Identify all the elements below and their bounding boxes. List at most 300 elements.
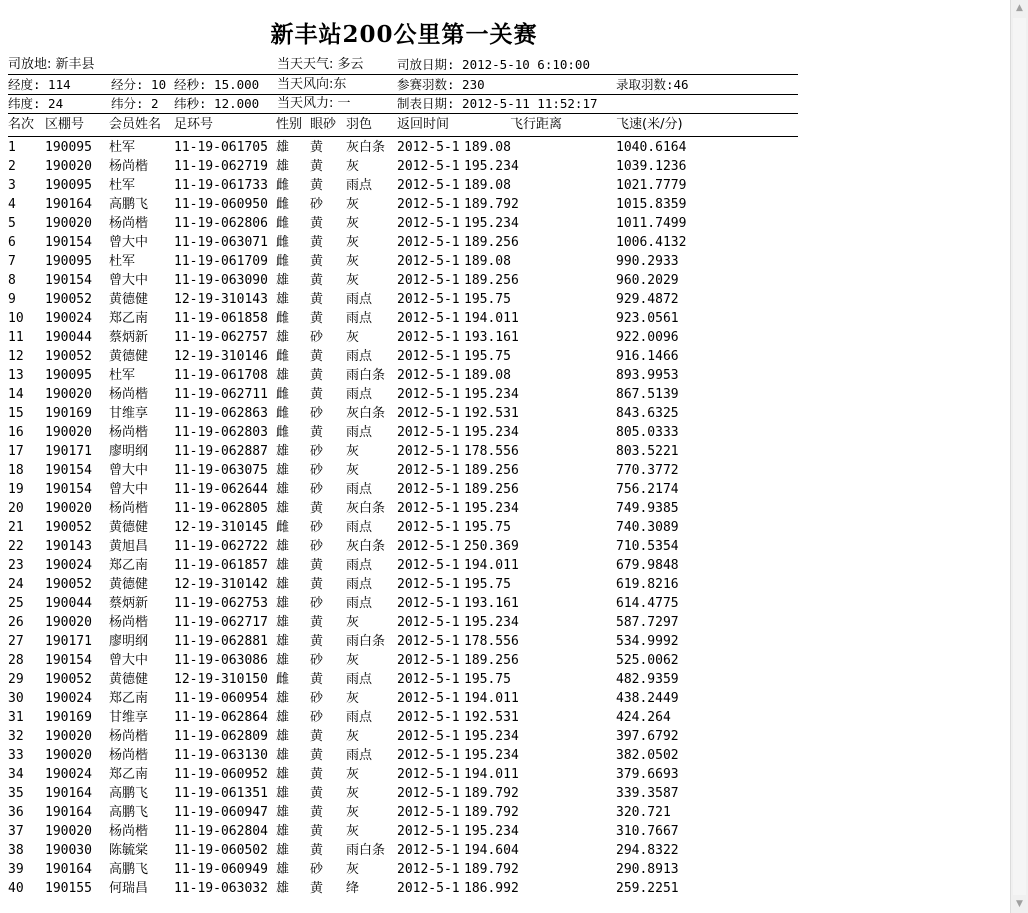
cell-speed: 424.264 [616, 710, 671, 725]
cell-eye: 黄 [310, 634, 324, 649]
cell-shed: 190044 [45, 596, 92, 611]
cell-eye: 黄 [310, 748, 324, 763]
longitude: 经度: 114 [8, 77, 71, 92]
cell-rank: 32 [8, 729, 24, 744]
cell-eye: 黄 [310, 273, 324, 288]
cell-distance: 194.011 [464, 558, 519, 573]
cell-rank: 3 [8, 178, 16, 193]
table-row [0, 271, 808, 290]
table-row [0, 328, 808, 347]
cell-speed: 867.5139 [616, 387, 679, 402]
cell-rank: 37 [8, 824, 24, 839]
cell-feather: 灰 [346, 444, 360, 459]
cell-feather: 灰 [346, 729, 360, 744]
cell-speed: 893.9953 [616, 368, 679, 383]
cell-member: 高鹏飞 [109, 862, 149, 877]
cell-ring: 11-19-062803 [174, 425, 268, 440]
cell-speed: 922.0096 [616, 330, 679, 345]
cell-distance: 189.792 [464, 805, 519, 820]
cell-rank: 6 [8, 235, 16, 250]
cell-sex: 雌 [276, 349, 290, 364]
cell-rank: 7 [8, 254, 16, 269]
cell-member: 郑乙南 [109, 767, 149, 782]
cell-return-time: 2012-5-1 [397, 710, 460, 725]
cell-shed: 190154 [45, 653, 92, 668]
cell-shed: 190095 [45, 254, 92, 269]
cell-sex: 雄 [276, 824, 290, 839]
cell-member: 杨尚楷 [109, 216, 149, 231]
cell-sex: 雌 [276, 178, 290, 193]
cell-distance: 194.011 [464, 311, 519, 326]
column-header-rank: 名次 [8, 117, 35, 132]
cell-feather: 雨点 [346, 577, 373, 592]
cell-eye: 黄 [310, 729, 324, 744]
cell-ring: 11-19-063075 [174, 463, 268, 478]
results-table [0, 138, 808, 898]
cell-speed: 1006.4132 [616, 235, 687, 250]
cell-feather: 灰白条 [346, 539, 386, 554]
scroll-down-icon[interactable]: ▼ [1016, 899, 1023, 909]
cell-return-time: 2012-5-1 [397, 824, 460, 839]
cell-distance: 195.234 [464, 159, 519, 174]
cell-distance: 194.011 [464, 767, 519, 782]
cell-distance: 195.234 [464, 615, 519, 630]
cell-sex: 雄 [276, 862, 290, 877]
cell-sex: 雌 [276, 197, 290, 212]
table-row [0, 214, 808, 233]
cell-rank: 28 [8, 653, 24, 668]
cell-rank: 26 [8, 615, 24, 630]
column-header-eye: 眼砂 [310, 117, 337, 132]
cell-speed: 843.6325 [616, 406, 679, 421]
longitude-minutes: 经分: 10 [111, 77, 167, 92]
cell-shed: 190020 [45, 159, 92, 174]
cell-rank: 8 [8, 273, 16, 288]
cell-feather: 雨白条 [346, 843, 386, 858]
cell-distance: 189.08 [464, 140, 511, 155]
cell-return-time: 2012-5-1 [397, 805, 460, 820]
cell-distance: 194.604 [464, 843, 519, 858]
cell-sex: 雄 [276, 634, 290, 649]
cell-return-time: 2012-5-1 [397, 881, 460, 896]
cell-feather: 灰 [346, 615, 360, 630]
cell-member: 杨尚楷 [109, 501, 149, 516]
cell-feather: 灰白条 [346, 140, 386, 155]
cell-ring: 11-19-062644 [174, 482, 268, 497]
cell-speed: 482.9359 [616, 672, 679, 687]
cell-member: 郑乙南 [109, 311, 149, 326]
vertical-scrollbar[interactable] [1010, 0, 1028, 913]
divider-line [8, 136, 798, 137]
divider-line [8, 113, 798, 114]
cell-ring: 11-19-060954 [174, 691, 268, 706]
cell-sex: 雄 [276, 615, 290, 630]
column-header-distance: 飞行距离 [510, 117, 563, 132]
column-header-feather: 羽色 [346, 117, 373, 132]
cell-member: 蔡炳新 [109, 596, 149, 611]
cell-rank: 21 [8, 520, 24, 535]
cell-sex: 雄 [276, 596, 290, 611]
cell-distance: 250.369 [464, 539, 519, 554]
cell-rank: 12 [8, 349, 24, 364]
cell-rank: 24 [8, 577, 24, 592]
cell-eye: 砂 [310, 539, 324, 554]
cell-eye: 砂 [310, 330, 324, 345]
cell-shed: 190020 [45, 748, 92, 763]
cell-speed: 259.2251 [616, 881, 679, 896]
cell-ring: 11-19-063090 [174, 273, 268, 288]
cell-feather: 灰 [346, 197, 360, 212]
cell-shed: 190143 [45, 539, 92, 554]
cell-eye: 砂 [310, 406, 324, 421]
cell-distance: 195.234 [464, 216, 519, 231]
cell-distance: 195.75 [464, 349, 511, 364]
cell-eye: 黄 [310, 311, 324, 326]
column-header-return-time: 返回时间 [397, 117, 450, 132]
cell-member: 杨尚楷 [109, 729, 149, 744]
table-made-date: 制表日期: 2012-5-11 11:52:17 [397, 96, 598, 111]
cell-shed: 190154 [45, 235, 92, 250]
release-date: 司放日期: 2012-5-10 6:10:00 [397, 57, 590, 72]
cell-eye: 黄 [310, 292, 324, 307]
cell-return-time: 2012-5-1 [397, 501, 460, 516]
cell-ring: 11-19-062753 [174, 596, 268, 611]
cell-sex: 雌 [276, 387, 290, 402]
latitude-minutes: 纬分: 2 [111, 96, 159, 111]
cell-ring: 12-19-310150 [174, 672, 268, 687]
cell-shed: 190164 [45, 786, 92, 801]
cell-eye: 砂 [310, 862, 324, 877]
cell-feather: 雨点 [346, 425, 373, 440]
cell-ring: 11-19-061709 [174, 254, 268, 269]
cell-rank: 2 [8, 159, 16, 174]
cell-return-time: 2012-5-1 [397, 235, 460, 250]
cell-member: 廖明纲 [109, 444, 149, 459]
cell-ring: 11-19-061705 [174, 140, 268, 155]
table-row [0, 366, 808, 385]
cell-feather: 雨点 [346, 596, 373, 611]
cell-distance: 195.234 [464, 501, 519, 516]
cell-rank: 29 [8, 672, 24, 687]
table-row [0, 157, 808, 176]
cell-rank: 14 [8, 387, 24, 402]
cell-sex: 雄 [276, 805, 290, 820]
cell-feather: 灰 [346, 824, 360, 839]
table-row [0, 442, 808, 461]
cell-sex: 雄 [276, 881, 290, 896]
cell-sex: 雄 [276, 767, 290, 782]
cell-member: 曾大中 [109, 463, 149, 478]
cell-speed: 916.1466 [616, 349, 679, 364]
table-row [0, 879, 808, 898]
table-row [0, 480, 808, 499]
cell-speed: 929.4872 [616, 292, 679, 307]
cell-ring: 11-19-061857 [174, 558, 268, 573]
cell-rank: 40 [8, 881, 24, 896]
cell-shed: 190169 [45, 710, 92, 725]
cell-ring: 12-19-310143 [174, 292, 268, 307]
cell-member: 杨尚楷 [109, 748, 149, 763]
cell-return-time: 2012-5-1 [397, 520, 460, 535]
cell-distance: 189.792 [464, 197, 519, 212]
cell-member: 黄德健 [109, 577, 149, 592]
wind-force: 当天风力: 一 [277, 96, 351, 111]
cell-rank: 9 [8, 292, 16, 307]
cell-member: 杜军 [109, 178, 136, 193]
cell-sex: 雌 [276, 254, 290, 269]
cell-rank: 10 [8, 311, 24, 326]
cell-member: 曾大中 [109, 235, 149, 250]
scroll-up-icon[interactable]: ▲ [1016, 3, 1023, 13]
cell-return-time: 2012-5-1 [397, 463, 460, 478]
cell-shed: 190052 [45, 672, 92, 687]
cell-member: 甘维享 [109, 406, 149, 421]
cell-eye: 黄 [310, 254, 324, 269]
cell-ring: 11-19-061858 [174, 311, 268, 326]
cell-rank: 36 [8, 805, 24, 820]
cell-return-time: 2012-5-1 [397, 634, 460, 649]
cell-sex: 雄 [276, 501, 290, 516]
cell-return-time: 2012-5-1 [397, 558, 460, 573]
cell-sex: 雄 [276, 729, 290, 744]
cell-ring: 11-19-062804 [174, 824, 268, 839]
cell-shed: 190020 [45, 824, 92, 839]
cell-feather: 灰 [346, 273, 360, 288]
cell-feather: 灰 [346, 786, 360, 801]
cell-member: 郑乙南 [109, 558, 149, 573]
cell-shed: 190095 [45, 368, 92, 383]
cell-speed: 1011.7499 [616, 216, 687, 231]
cell-shed: 190052 [45, 520, 92, 535]
cell-shed: 190020 [45, 387, 92, 402]
cell-distance: 189.256 [464, 482, 519, 497]
cell-feather: 雨白条 [346, 368, 386, 383]
cell-member: 曾大中 [109, 273, 149, 288]
cell-sex: 雌 [276, 406, 290, 421]
cell-speed: 990.2933 [616, 254, 679, 269]
cell-return-time: 2012-5-1 [397, 197, 460, 212]
cell-feather: 灰 [346, 216, 360, 231]
cell-sex: 雄 [276, 843, 290, 858]
cell-feather: 雨点 [346, 292, 373, 307]
cell-shed: 190164 [45, 805, 92, 820]
table-row [0, 233, 808, 252]
cell-member: 杨尚楷 [109, 425, 149, 440]
cell-member: 杜军 [109, 254, 136, 269]
cell-rank: 5 [8, 216, 16, 231]
wind-direction: 当天风向:东 [277, 77, 347, 92]
cell-distance: 189.256 [464, 273, 519, 288]
cell-speed: 679.9848 [616, 558, 679, 573]
cell-feather: 雨点 [346, 558, 373, 573]
cell-shed: 190095 [45, 178, 92, 193]
weather: 当天天气: 多云 [277, 57, 364, 72]
cell-distance: 178.556 [464, 444, 519, 459]
cell-eye: 黄 [310, 387, 324, 402]
table-row [0, 309, 808, 328]
cell-return-time: 2012-5-1 [397, 140, 460, 155]
cell-rank: 35 [8, 786, 24, 801]
cell-member: 高鹏飞 [109, 197, 149, 212]
cell-distance: 186.992 [464, 881, 519, 896]
cell-member: 杜军 [109, 140, 136, 155]
recorded-count: 录取羽数:46 [616, 77, 689, 92]
cell-speed: 438.2449 [616, 691, 679, 706]
cell-shed: 190020 [45, 501, 92, 516]
cell-rank: 1 [8, 140, 16, 155]
cell-sex: 雄 [276, 140, 290, 155]
cell-eye: 黄 [310, 824, 324, 839]
cell-feather: 灰 [346, 463, 360, 478]
cell-return-time: 2012-5-1 [397, 311, 460, 326]
cell-return-time: 2012-5-1 [397, 767, 460, 782]
cell-eye: 黄 [310, 368, 324, 383]
table-row [0, 689, 808, 708]
cell-feather: 雨点 [346, 387, 373, 402]
cell-return-time: 2012-5-1 [397, 843, 460, 858]
cell-member: 黄德健 [109, 292, 149, 307]
cell-feather: 灰 [346, 805, 360, 820]
cell-eye: 黄 [310, 786, 324, 801]
cell-feather: 灰白条 [346, 501, 386, 516]
cell-sex: 雄 [276, 330, 290, 345]
cell-eye: 砂 [310, 596, 324, 611]
cell-ring: 11-19-063071 [174, 235, 268, 250]
cell-ring: 11-19-062757 [174, 330, 268, 345]
cell-sex: 雄 [276, 273, 290, 288]
latitude-seconds: 纬秒: 12.000 [174, 96, 260, 111]
table-row [0, 575, 808, 594]
cell-speed: 803.5221 [616, 444, 679, 459]
cell-eye: 黄 [310, 558, 324, 573]
table-row [0, 404, 808, 423]
cell-rank: 4 [8, 197, 16, 212]
cell-speed: 1040.6164 [616, 140, 687, 155]
cell-shed: 190171 [45, 444, 92, 459]
cell-ring: 11-19-062717 [174, 615, 268, 630]
cell-speed: 379.6693 [616, 767, 679, 782]
cell-eye: 黄 [310, 805, 324, 820]
cell-distance: 195.234 [464, 387, 519, 402]
cell-speed: 805.0333 [616, 425, 679, 440]
cell-eye: 黄 [310, 615, 324, 630]
cell-ring: 11-19-062887 [174, 444, 268, 459]
cell-ring: 11-19-062881 [174, 634, 268, 649]
cell-rank: 34 [8, 767, 24, 782]
cell-shed: 190169 [45, 406, 92, 421]
cell-member: 高鹏飞 [109, 805, 149, 820]
cell-shed: 190024 [45, 691, 92, 706]
table-row [0, 195, 808, 214]
cell-ring: 11-19-062809 [174, 729, 268, 744]
cell-speed: 397.6792 [616, 729, 679, 744]
column-header-member: 会员姓名 [109, 117, 162, 132]
cell-distance: 192.531 [464, 710, 519, 725]
cell-feather: 雨点 [346, 710, 373, 725]
cell-ring: 11-19-060952 [174, 767, 268, 782]
cell-distance: 189.256 [464, 463, 519, 478]
cell-distance: 195.234 [464, 824, 519, 839]
cell-sex: 雄 [276, 292, 290, 307]
cell-rank: 17 [8, 444, 24, 459]
cell-rank: 39 [8, 862, 24, 877]
cell-ring: 11-19-062711 [174, 387, 268, 402]
cell-ring: 11-19-062719 [174, 159, 268, 174]
cell-sex: 雌 [276, 235, 290, 250]
cell-return-time: 2012-5-1 [397, 653, 460, 668]
cell-sex: 雄 [276, 710, 290, 725]
cell-eye: 砂 [310, 691, 324, 706]
table-row [0, 290, 808, 309]
cell-eye: 黄 [310, 235, 324, 250]
cell-member: 曾大中 [109, 653, 149, 668]
column-header-sex: 性别 [276, 117, 303, 132]
cell-eye: 砂 [310, 710, 324, 725]
cell-sex: 雌 [276, 672, 290, 687]
cell-distance: 189.792 [464, 862, 519, 877]
cell-sex: 雌 [276, 311, 290, 326]
cell-eye: 黄 [310, 672, 324, 687]
cell-shed: 190020 [45, 615, 92, 630]
cell-sex: 雄 [276, 159, 290, 174]
cell-sex: 雄 [276, 539, 290, 554]
cell-shed: 190020 [45, 425, 92, 440]
cell-distance: 189.256 [464, 653, 519, 668]
cell-speed: 339.3587 [616, 786, 679, 801]
cell-shed: 190164 [45, 197, 92, 212]
cell-ring: 11-19-062863 [174, 406, 268, 421]
cell-speed: 294.8322 [616, 843, 679, 858]
cell-speed: 290.8913 [616, 862, 679, 877]
cell-sex: 雌 [276, 520, 290, 535]
cell-feather: 雨点 [346, 349, 373, 364]
table-row [0, 822, 808, 841]
report-title: 新丰站200公里第一关赛 [270, 21, 538, 48]
cell-shed: 190154 [45, 273, 92, 288]
cell-distance: 192.531 [464, 406, 519, 421]
cell-speed: 587.7297 [616, 615, 679, 630]
cell-shed: 190155 [45, 881, 92, 896]
cell-feather: 灰 [346, 691, 360, 706]
cell-ring: 11-19-062722 [174, 539, 268, 554]
scrollbar-track[interactable] [1013, 18, 1026, 895]
cell-rank: 30 [8, 691, 24, 706]
cell-ring: 11-19-063086 [174, 653, 268, 668]
cell-distance: 195.75 [464, 292, 511, 307]
table-row [0, 784, 808, 803]
cell-ring: 12-19-310145 [174, 520, 268, 535]
cell-member: 杜军 [109, 368, 136, 383]
cell-return-time: 2012-5-1 [397, 482, 460, 497]
cell-return-time: 2012-5-1 [397, 273, 460, 288]
cell-shed: 190024 [45, 767, 92, 782]
cell-feather: 灰 [346, 254, 360, 269]
cell-ring: 11-19-062864 [174, 710, 268, 725]
cell-feather: 雨点 [346, 482, 373, 497]
cell-return-time: 2012-5-1 [397, 596, 460, 611]
cell-distance: 195.234 [464, 729, 519, 744]
cell-return-time: 2012-5-1 [397, 254, 460, 269]
cell-return-time: 2012-5-1 [397, 330, 460, 345]
cell-ring: 11-19-060949 [174, 862, 268, 877]
cell-eye: 黄 [310, 767, 324, 782]
cell-feather: 灰白条 [346, 406, 386, 421]
table-row [0, 613, 808, 632]
cell-eye: 黄 [310, 349, 324, 364]
cell-rank: 15 [8, 406, 24, 421]
cell-sex: 雄 [276, 653, 290, 668]
cell-return-time: 2012-5-1 [397, 349, 460, 364]
